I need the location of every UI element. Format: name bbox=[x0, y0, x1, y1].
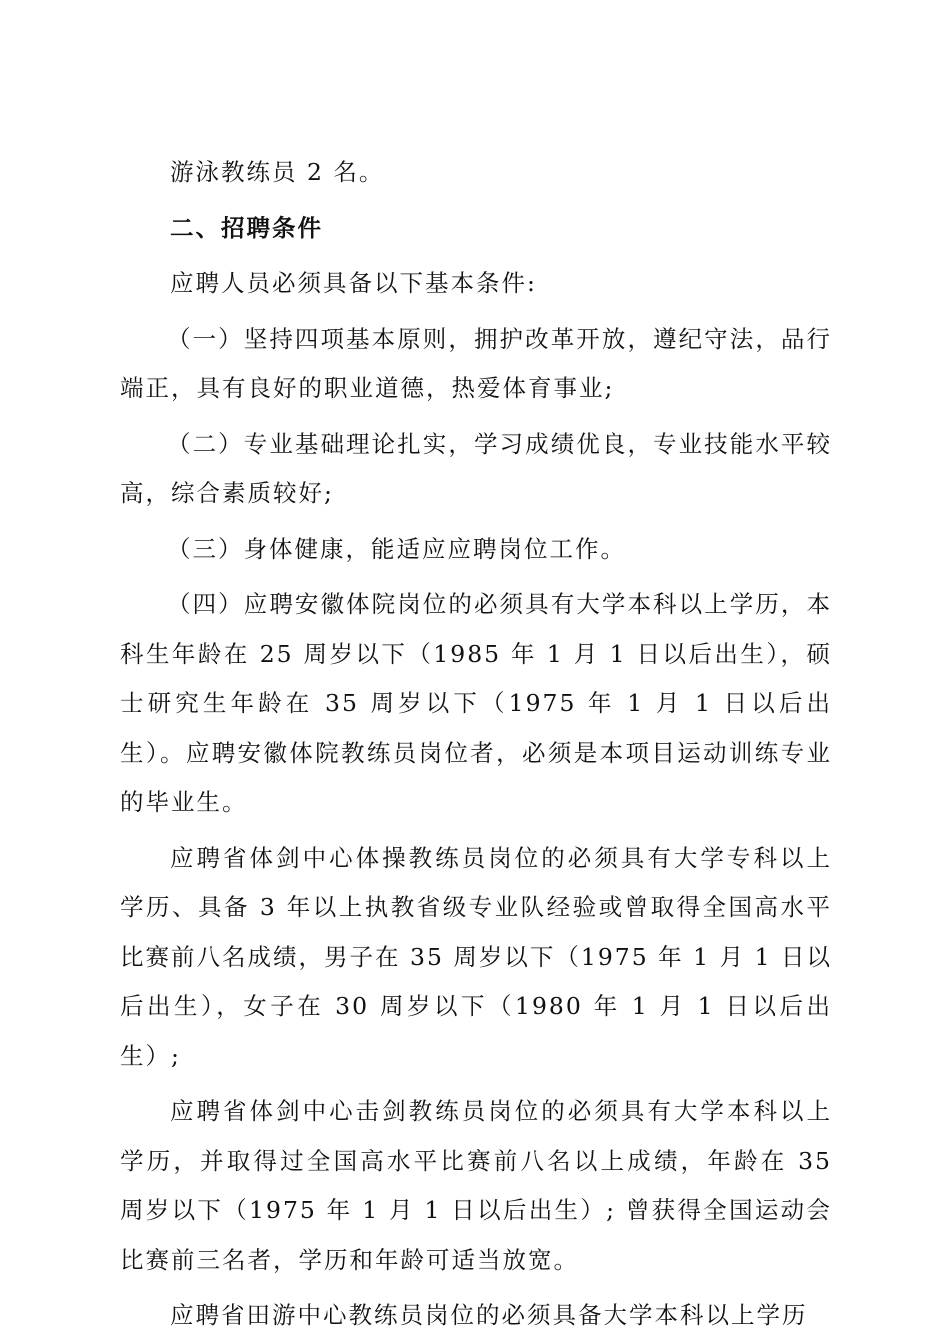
condition-item-3: （三）身体健康，能适应应聘岗位工作。 bbox=[167, 534, 626, 563]
paragraph-fencing-coach: 应聘省体剑中心击剑教练员岗位的必须具有大学本科以上学历，并取得过全国高水平比赛前八名以上成绩，年龄在 35 周岁以下（1975 年 1 月 1 日以后出生）; 曾获得全国运动会比赛前三名者，学历和年龄可适当放宽。 bbox=[120, 1097, 832, 1274]
paragraph-athletics-coach: 应聘省田游中心教练员岗位的必须具备大学本科以上学历 bbox=[170, 1301, 808, 1329]
paragraph-gymnastics-coach: 应聘省体剑中心体操教练员岗位的必须具有大学专科以上学历、具备 3 年以上执教省级专业队经验或曾取得全国高水平比赛前八名成绩，男子在 35 周岁以下（1975 年 1 月 1 日以后出生），女子在 30 周岁以下（1980 年 1 月 1 日以后出生）; bbox=[120, 843, 832, 1070]
paragraph-swim-coach: 游泳教练员 2 名。 bbox=[170, 158, 385, 186]
paragraph-intro: 应聘人员必须具备以下基本条件: bbox=[170, 269, 537, 297]
condition-item-4: （四）应聘安徽体院岗位的必须具有大学本科以上学历，本科生年龄在 25 周岁以下（1985 年 1 月 1 日以后出生），硕士研究生年龄在 35 周岁以下（1975 年 1 月 1 日以后出生）。应聘安徽体院教练员岗位者，必须是本项目运动训练专业的毕业生。 bbox=[120, 590, 832, 816]
condition-item-1: （一）坚持四项基本原则，拥护改革开放，遵纪守法，品行端正，具有良好的职业道德，热爱体育事业; bbox=[120, 324, 832, 402]
section-heading-recruitment-conditions: 二、招聘条件 bbox=[170, 213, 323, 242]
condition-item-2: （二）专业基础理论扎实，学习成绩优良，专业技能水平较高，综合素质较好; bbox=[120, 429, 832, 507]
document-body bbox=[120, 148, 832, 1341]
